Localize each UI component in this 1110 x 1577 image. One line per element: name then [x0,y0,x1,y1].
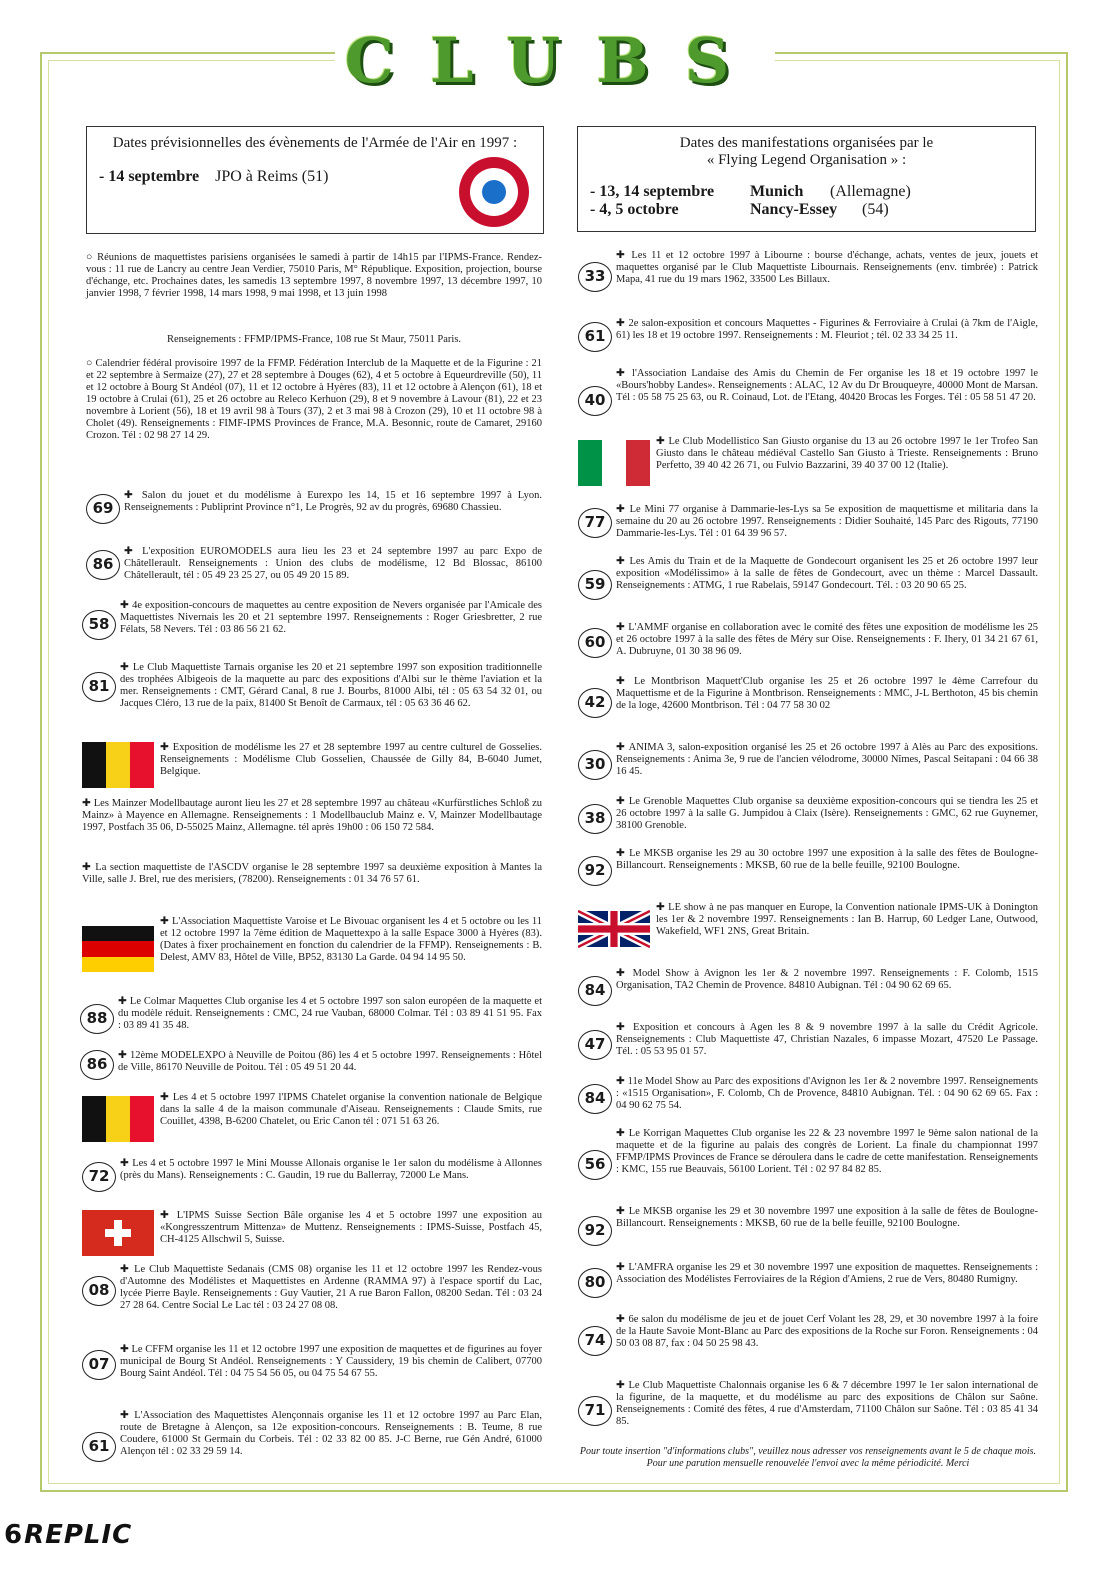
list-item: ✚ Le CFFM organise les 11 et 12 octobre 1997 une exposition de maquettes et de figurines au foyer municipal de Bourg St Andéol. Renseignements : Y Caussidery, 19 bis chemin de Calibert, 07700 Bourg Saint Andéol. Tél : 04 75 54 56 05, ou 04 75 54 67 55. [120,1344,542,1379]
list-item: ✚ Le Club Maquettiste Chalonnais organise les 6 & 7 décembre 1997 le 1er salon international de la figurine, de la maquette, et du modélisme au parc des expositions de Châlon sur Saône. Renseignements : Comité des fêtes, 4 rue d'Amsterdam, 71100 Châlon sur Saône. Tél : 03 85 41 34 85. [616,1380,1038,1427]
dept-badge: 59 [578,570,612,600]
air-force-event: JPO à Reims (51) [215,168,329,185]
page-title: CLUBS [0,24,1110,97]
list-item: ✚ L'IPMS Suisse Section Bâle organise les 4 et 5 octobre 1997 une exposition au «Kongresszentrum Mittenza» de Muttenz. Renseignements : IPMS-Suisse, Postfach 45, CH-4125 Allschwil 5, Suisse. [160,1210,542,1245]
list-item: ✚ LE show à ne pas manquer en Europe, la Convention nationale IPMS-UK à Donington les 1er & 2 novembre 1997. Renseignements : Ian B. Harrup, 60 Ledger Lane, Outwood, Wakefield, WF1 2NS, Great Britain. [656,902,1038,937]
dept-badge: 86 [80,1050,114,1080]
flying-legend-box [577,126,1036,232]
list-item: ✚ Les 4 et 5 octobre 1997 le Mini Mousse Allonais organise le 1er salon du modélisme à Allonnes (près du Mans). Renseignements : C. Gaudin, 19 rue du Ballerray, 72000 Le Mans. [120,1158,542,1181]
list-item: ✚ Les Mainzer Modellbautage auront lieu les 27 et 28 septembre 1997 au château «Kurfürstliches Schloß zu Mainz» à Mayence en Allemagne. Renseignements : 1 Modellbauclub Mainz e. V, Mainzer Modellbautage 1997, Postfach 35 06, D-55025 Mainz, Allemagne. tél après 19h00 : 06 150 72 584. [82,798,542,833]
list-item: ✚ 6e salon du modélisme de jeu et de jouet Cerf Volant les 28, 29, et 30 novembre 1997 à la foire de la Haute Savoie Mont-Blanc au Parc des expositions de la Roche sur Foron. Renseignements : 04 50 03 08 87, fax : 04 50 25 98 43. [616,1314,1038,1349]
germany-flag-icon [82,926,154,972]
list-item: ✚ Salon du jouet et du modélisme à Eurexpo les 14, 15 et 16 septembre 1997 à Lyon. Renseignements : Publiprint Province n°1, Le Progrès, 92 av du progrès, 69680 Chassieu. [124,490,542,513]
list-item: ✚ Le MKSB organise les 29 et 30 novembre 1997 une exposition à la salle de fêtes de Boulogne-Billancourt. Renseignements : MKSB, 60 rue de la belle feuille, 92100 Boulogne. [616,1206,1038,1229]
list-item: ✚ 4e exposition-concours de maquettes au centre exposition de Nevers organisée par l'Amicale des Maquettistes Nivernais les 20 et 21 septembre 1997. Renseignements : Roger Griesbretter, 2 rue Félats, 58 Nevers. Tél : 03 86 56 21 62. [120,600,542,635]
list-item: ✚ 12ème MODELEXPO à Neuville de Poitou (86) les 4 et 5 octobre 1997. Renseignements : Hôtel de Ville, 86170 Neuville de Poitou. Tél : 05 49 51 20 44. [118,1050,542,1073]
flying-legend-place-2: Nancy-Essey [750,201,838,218]
list-item: ✚ Le Colmar Maquettes Club organise les 4 et 5 octobre 1997 son salon européen de la maquette et du modèle réduit. Renseignements : CMC, 24 rue Vauban, 68000 Colmar. Tél : 03 89 41 51 95. Fax : 03 89 41 35 48. [118,996,542,1031]
dept-badge: 72 [82,1162,116,1192]
air-force-box-title: Dates prévisionnelles des évènements de l'Armée de l'Air en 1997 : [112,135,518,151]
dept-badge: 38 [578,804,612,834]
dept-badge: 92 [578,856,612,886]
belgium-flag-icon [82,1096,154,1142]
dept-badge: 33 [578,262,612,292]
dept-badge: 81 [82,672,116,702]
dept-badge: 47 [578,1030,612,1060]
list-item: ✚ Le Montbrison Maquett'Club organise les 25 et 26 octobre 1997 le 4ème Carrefour du Maquettisme et de la Figurine à Montbrison. Renseignements : MMC, J-L Berthoton, 45 bis chemin de la loge, 42600 Montbrison. Tél : 04 77 58 30 02 [616,676,1038,711]
flying-legend-date-1: - 13, 14 septembre [590,183,715,200]
belgium-flag-icon [82,742,154,788]
dept-badge: 84 [578,976,612,1006]
list-item: ✚ ANIMA 3, salon-exposition organisé les 25 et 26 octobre 1997 à Alès au Parc des expositions. Renseignements : Anima 3e, 9 rue de l'ancien vélodrome, 30000 Nîmes, Pascal Seitapani : 04 66 38 16 45. [616,742,1038,777]
dept-badge: 30 [578,750,612,780]
french-roundel-icon [459,157,529,227]
list-item: ✚ Le Mini 77 organise à Dammarie-les-Lys sa 5e exposition de maquettisme et militaria dans la semaine du 20 au 26 octobre 1997. Renseignements : Didier Souhaité, 145 Parc des Rigouts, 77190 Dammarie-les-Lys. Tél : 01 64 39 96 57. [616,504,1038,539]
list-item: ○ Réunions de maquettistes parisiens organisées le samedi à partir de 14h15 par l'IPMS-France. Rendez-vous : 11 rue de Lancry au centre Jean Verdier, 75010 Paris, M° République. Exposition, projection, bourse d'échange, etc. Prochaines dates, les samedis 13 septembre 1997, 8 novembre 1997, 13 décembre 1997, 10 janvier 1998, 7 février 1998, 14 mars 1998, 9 mai 1998, et 13 juin 1998 [86,252,542,299]
dept-badge: 56 [578,1150,612,1180]
list-item: ✚ Le MKSB organise les 29 au 30 octobre 1997 une exposition à la salle des fêtes de Boulogne-Billancourt. Renseignements : MKSB, 60 rue de la belle feuille, 92100 Boulogne. [616,848,1038,871]
dept-badge: 80 [578,1268,612,1298]
list-item: Renseignements : FFMP/IPMS-France, 108 rue St Maur, 75011 Paris. [166,334,462,345]
dept-badge: 88 [80,1004,114,1034]
flying-legend-title-1: Dates des manifestations organisées par le [679,135,934,151]
list-item: ✚ L'Association Maquettiste Varoise et Le Bivouac organisent les 4 et 5 octobre ou les 11 et 12 octobre 1997 la 7ème édition de Maquettexpo à la salle Espace 3000 à Hyères (83). (Dates à fixer prochainement en fonction du calendrier de la FFMP). Renseignements : B. Delest, AMV 83, Hôtel de Ville, BP52, 83130 La Garde. 04 94 14 95 50. [160,916,542,963]
dept-badge: 08 [82,1276,116,1306]
air-force-dates-box [86,126,544,234]
dept-badge: 58 [82,610,116,640]
magazine-logo: REPLIC [24,1520,133,1550]
flying-legend-title-2: « Flying Legend Organisation » : [706,152,907,168]
flying-legend-country-1: (Allemagne) [830,183,911,200]
dept-badge: 69 [86,494,120,524]
list-item: ✚ Exposition de modélisme les 27 et 28 septembre 1997 au centre culturel de Gosselies. Renseignements : Modélisme Club Gosselien, Chaussée de Gilly 84, B-6040 Jumet, Belgique. [160,742,542,777]
page-footer-logo [4,1520,132,1550]
flying-legend-date-2: - 4, 5 octobre [590,201,679,218]
list-item: ✚ Exposition et concours à Agen les 8 & 9 novembre 1997 à la salle du Crédit Agricole. Renseignements : Club Maquettiste 47, Christian Nazales, 6 impasse Mozart, 47520 Le Passage. Tél. : 05 53 95 01 57. [616,1022,1038,1057]
dept-badge: 07 [82,1350,116,1380]
air-force-date: - 14 septembre [99,168,200,185]
page-number: 6 [4,1520,23,1550]
list-item: ✚ L'AMFRA organise les 29 et 30 novembre 1997 une exposition de maquettes. Renseignements : Association des Modélistes Ferroviaires de la Région d'Amiens, 2 rue de Vers, 80480 Rumigny. [616,1262,1038,1285]
dept-badge: 92 [578,1216,612,1246]
list-item: ✚ La section maquettiste de l'ASCDV organise le 28 septembre 1997 sa deuxième exposition à Mantes la Ville, salle J. Brel, rue des merisiers, (78200). Renseignements : 01 34 76 57 61. [82,862,542,885]
list-item: ✚ Les 4 et 5 octobre 1997 l'IPMS Chatelet organise la convention nationale de Belgique dans la salle 4 de la maison communale d'Aiseau. Renseignements : Claude Smits, rue Couillet, 4398, B-6200 Chatelet, ou Eric Canon tél : 071 51 63 26. [160,1092,542,1127]
dept-badge: 71 [578,1396,612,1426]
list-item: ✚ 2e salon-exposition et concours Maquettes - Figurines & Ferroviaire à Crulai (à 7km de l'Aigle, 61) les 18 et 19 octobre 1997. Renseignements : M. Fleuriot ; tél. 02 33 34 25 11. [616,318,1038,341]
list-item: ✚ l'Association Landaise des Amis du Chemin de Fer organise les 18 et 19 octobre 1997 le «Bours'hobby Landes». Renseignements : ALAC, 12 Av du Dr Brouqueyre, 40000 Mont de Marsan. Tél : 05 58 75 25 63, ou R. Coinaud, Lot. de l'Etang, 40420 Brocas les Forges. Tél : 05 58 51 47 20. [616,368,1038,403]
list-item: ✚ L'exposition EUROMODELS aura lieu les 23 et 24 septembre 1997 au parc Expo de Châtellerault. Renseignements : Union des clubs de modélisme, 12 Bd Blossac, 86100 Châtellerault, tél : 05 49 23 25 27, ou 05 49 20 15 89. [124,546,542,581]
list-item: ✚ L'Association des Maquettistes Alençonnais organise les 11 et 12 octobre 1997 au Parc Elan, route de Bretagne à Alençon, sa 12e exposition-concours. Renseignements : B. Teume, 8 rue Coudere, 61000 St Germain du Corbeis. Tél : 02 33 82 00 85. J-C Berne, rue Gén André, 61000 Alençon tél : 02 33 29 59 14. [120,1410,542,1457]
list-item: ✚ Les 11 et 12 octobre 1997 à Libourne : bourse d'échange, achats, ventes de jeux, jouets et maquettes organisé par le Club Maquettiste Libournais. Renseignements (env. timbrée) : Patrick Mapa, 41 rue du 19 mars 1962, 33500 Les Billaux. [616,250,1038,285]
list-item: ✚ Le Club Maquettiste Tarnais organise les 20 et 21 septembre 1997 son exposition traditionnelle des trophées Albigeois de la maquette au parc des expositions d'Albi sur le thème l'aviation et la mer. Renseignements : CMT, Gérard Canal, 8 rue J. Bourbs, 81000 Albi, tél : 05 63 54 32 01, ou Jacques Cléro, 13 rue de la paix, 81400 St Benoît de Carmaux, tél : 05 63 36 46 62. [120,662,542,709]
list-item: ✚ Le Korrigan Maquettes Club organise les 22 & 23 novembre 1997 le 9ème salon national de la maquette et de la figurine au palais des congrès de Lorient. La finale du championnat 1997 FFMP/IPMS Provinces de France se déroulera dans le cadre de cette manifestation. Renseignements : KMC, 155 rue Beauvais, 56100 Lorient. Tél : 02 97 84 82 85. [616,1128,1038,1175]
switzerland-flag-icon [82,1210,154,1256]
list-item: ✚ Les Amis du Train et de la Maquette de Gondecourt organisent les 25 et 26 octobre 1997 leur exposition «Modélissimo» à la salle de fêtes de Gondecourt, avec un thème : Marcel Dassault. Renseignements : ATMG, 1 rue Rabelais, 59147 Gondecourt. Tél. : 03 20 90 65 25. [616,556,1038,591]
dept-badge: 40 [578,386,612,416]
dept-badge: 61 [578,322,612,352]
dept-badge: 60 [578,628,612,658]
list-item: ✚ Le Grenoble Maquettes Club organise sa deuxième exposition-concours qui se tiendra les 25 et 26 octobre 1997 à la salle G. Jumpidou à Claix (Isère). Renseignements : GMC, 62 rue Guynemer, 38100 Grenoble. [616,796,1038,831]
italy-flag-icon [578,440,650,486]
list-item: ✚ Le Club Modellistico San Giusto organise du 13 au 26 octobre 1997 le 1er Trofeo San Giusto dans le château médiéval Castello San Giusto à Trieste. Renseignements : Bruno Perfetto, 39 40 42 26 71, ou Fulvio Bazzarini, 39 40 37 00 12 (Italie). [656,436,1038,471]
list-item: ✚ Model Show à Avignon les 1er & 2 novembre 1997. Renseignements : F. Colomb, 1515 Organisation, TA2 Chemin de Provence. 84810 Aubignan. Tél : 04 90 62 69 65. [616,968,1038,991]
dept-badge: 61 [82,1432,116,1462]
dept-badge: 84 [578,1084,612,1114]
list-item: ○ Calendrier fédéral provisoire 1997 de la FFMP. Fédération Interclub de la Maquette et de la Figurine : 21 et 22 septembre à Sermaize (27), 27 et 28 septembre à Douges (62), 4 et 5 octobre à Equeurdreville (50), 11 et 12 octobre à Bourg St Andéol (07), 11 et 12 octobre à Hyères (83), 11 et 12 octobre à Alençon (61), 18 et 19 octobre à Crulai (61), 25 et 26 octobre au Releco Kerhuon (29), 8 et 9 novembre à Lavour (81), 22 et 23 novembre à Lorient (56), 18 et 19 avril 98 à Tours (37), 2 et 3 mai 98 à Crozon (29), 10 et 11 octobre 98 à Cholet (49). Renseignements : FIMF-IPMS Provinces de France, M.A. Besonnic, route de Camaret, 29160 Crozon. Tél : 02 98 27 14 29. [86,358,542,441]
flying-legend-dept-2: (54) [862,201,889,218]
uk-flag-icon [578,906,650,952]
dept-badge: 74 [578,1326,612,1356]
list-item: ✚ L'AMMF organise en collaboration avec le comité des fêtes une exposition de modélisme les 25 et 26 octobre 1997 à la salle des fêtes de Méry sur Oise. Renseignements : F. Ihery, 01 34 21 67 61, A. Dubruyne, 01 30 38 96 09. [616,622,1038,657]
dept-badge: 86 [86,550,120,580]
dept-badge: 77 [578,508,612,538]
dept-badge: 42 [578,688,612,718]
list-item: ✚ 11e Model Show au Parc des expositions d'Avignon les 1er & 2 novembre 1997. Renseignements : «1515 Organisation», F. Colomb, Ch de Provence, 84810 Aubignan. Tél. : 04 90 62 69 65. Fax : 04 90 62 75 54. [616,1076,1038,1111]
list-item: ✚ Le Club Maquettiste Sedanais (CMS 08) organise les 11 et 12 octobre 1997 les Rendez-vous d'Automne des Modélistes et Maquettistes en Ardenne (RAMMA 97) à l'espace sportif du Lac, lycée Pierre Bayle. Renseignements : Guy Vautier, 21 A rue Baron Fallon, 08200 Sedan. Tél : 03 24 27 28 64. Centre Social Le Lac tél : 03 24 27 08 08. [120,1264,542,1311]
flying-legend-place-1: Munich [750,183,804,200]
footnote: Pour toute insertion "d'informations clubs", veuillez nous adresser vos renseignements avant le 5 de chaque mois. Pour une parution mensuelle renouvelée l'envoi avec la même périodicité. Merci [579,1446,1037,1469]
